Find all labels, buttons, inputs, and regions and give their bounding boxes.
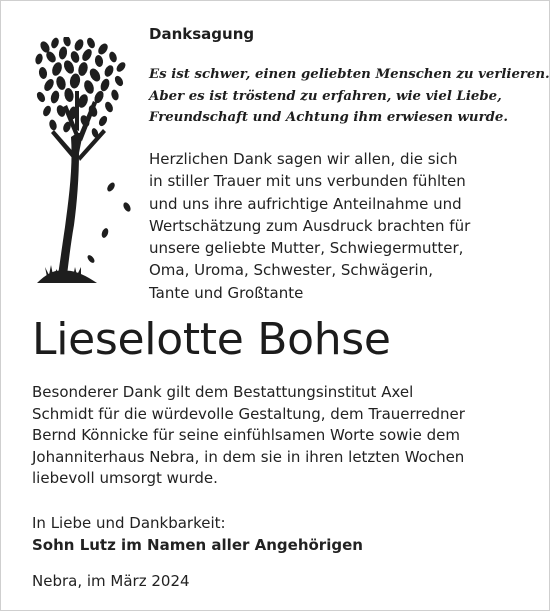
closing-block xyxy=(32,512,363,556)
thanks-line: in stiller Trauer mit uns verbunden fühlten xyxy=(149,172,466,191)
tree-silhouette-icon xyxy=(33,37,133,293)
quote-line: Aber es ist tröstend zu erfahren, wie viel Liebe, xyxy=(149,88,502,104)
deceased-name: Lieselotte Bohse xyxy=(32,314,391,365)
closing-line: In Liebe und Dankbarkeit: xyxy=(32,514,226,532)
special-thanks-line: liebevoll umsorgt wurde. xyxy=(32,469,218,487)
place-date: Nebra, im März 2024 xyxy=(32,572,190,590)
quote-line: Freundschaft und Achtung ihm erwiesen wurde. xyxy=(149,110,508,125)
quote-block xyxy=(149,64,550,129)
thanks-line: Oma, Uroma, Schwester, Schwägerin, xyxy=(149,261,433,280)
thanks-line: Herzlichen Dank sagen wir allen, die sich xyxy=(149,150,458,168)
signature: Sohn Lutz im Namen aller Angehörigen xyxy=(32,536,363,554)
special-thanks-line: Bernd Könnicke für seine einfühlsamen Worte sowie dem xyxy=(32,426,460,444)
special-thanks-line: Johanniterhaus Nebra, in dem sie in ihren letzten Wochen xyxy=(32,447,465,466)
special-thanks-line: Besonderer Dank gilt dem Bestattungsinstitut Axel xyxy=(32,383,414,401)
thanks-line: unsere geliebte Mutter, Schwiegermutter, xyxy=(149,239,464,258)
thanks-line: Wertschätzung zum Ausdruck brachten für xyxy=(149,216,471,235)
thanks-line: und uns ihre aufrichtige Anteilnahme und xyxy=(149,194,462,213)
special-thanks-paragraph xyxy=(32,382,537,490)
quote-line: Es ist schwer, einen geliebten Menschen zu verlieren. xyxy=(149,67,550,82)
thanks-paragraph xyxy=(149,148,541,304)
heading-danksagung: Danksagung xyxy=(149,25,255,43)
special-thanks-line: Schmidt für die würdevolle Gestaltung, dem Trauerredner xyxy=(32,404,465,423)
thanks-line: Tante und Großtante xyxy=(149,283,304,302)
